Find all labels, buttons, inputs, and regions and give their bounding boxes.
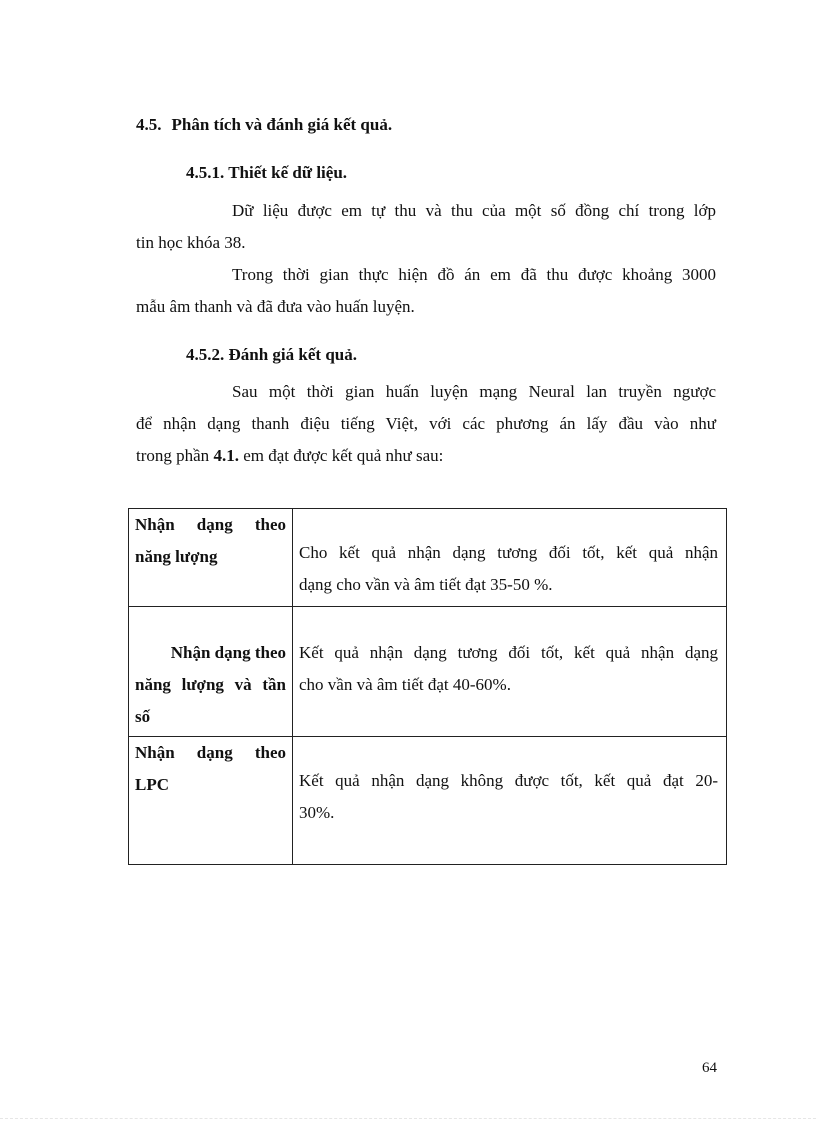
section-number: 4.5. [136,115,162,134]
result-cell [293,737,727,865]
text-run: em đạt được kết quả như sau: [238,446,444,465]
paragraph-sample-count [136,259,716,323]
paragraph-line: tin học khóa 38. [136,233,246,252]
page-number: 64 [702,1060,717,1076]
method-line: Nhận dạng theo [170,643,286,662]
result-line: cho vần và âm tiết đạt 40-60%. [299,675,511,694]
method-line: Nhận dạng theo [135,515,286,534]
method-cell [129,509,293,607]
result-line: dạng cho vần và âm tiết đạt 35-50 %. [299,575,553,594]
table-row [129,607,727,737]
method-cell [129,737,293,865]
method-line: số [135,707,151,726]
result-cell [293,509,727,607]
method-line: năng lượng và tần [135,675,286,694]
text-run: trong phần [136,446,214,465]
table-row [129,737,727,865]
table-row [129,509,727,607]
section-heading [136,115,392,135]
result-line: Kết quả nhận dạng tương đối tốt, kết quả nhận dạng [299,643,718,662]
subsection-heading-evaluation: 4.5.2. Đánh giá kết quả. [186,345,357,364]
paragraph-line: Dữ liệu được em tự thu và thu của một số đồng chí trong lớp [232,201,716,220]
subsection-heading-data-design: 4.5.1. Thiết kế dữ liệu. [186,163,348,182]
paragraph-line: để nhận dạng thanh điệu tiếng Việt, với các phương án lấy đầu vào như [136,414,716,433]
method-cell [129,607,293,737]
result-cell [293,607,727,737]
page-bottom-divider [0,1118,816,1119]
paragraph-line: mẫu âm thanh và đã đưa vào huấn luyện. [136,297,415,316]
results-table [128,508,727,865]
paragraph-line [136,440,716,472]
section-title: Phân tích và đánh giá kết quả. [171,115,393,134]
method-line: Nhận dạng theo [135,743,286,762]
paragraph-data-collection [136,195,716,259]
method-line: LPC [135,775,169,794]
section-reference: 4.1. [213,446,239,465]
paragraph-line: Trong thời gian thực hiện đồ án em đã thu được khoảng 3000 [232,265,716,284]
result-line: Cho kết quả nhận dạng tương đối tốt, kết quả nhận [299,543,718,562]
result-line: 30%. [299,803,335,822]
paragraph-evaluation-intro [136,376,716,472]
paragraph-line: Sau một thời gian huấn luyện mạng Neural lan truyền ngược [232,382,716,401]
method-line: năng lượng [135,547,218,566]
result-line: Kết quả nhận dạng không được tốt, kết quả đạt 20- [299,771,718,790]
